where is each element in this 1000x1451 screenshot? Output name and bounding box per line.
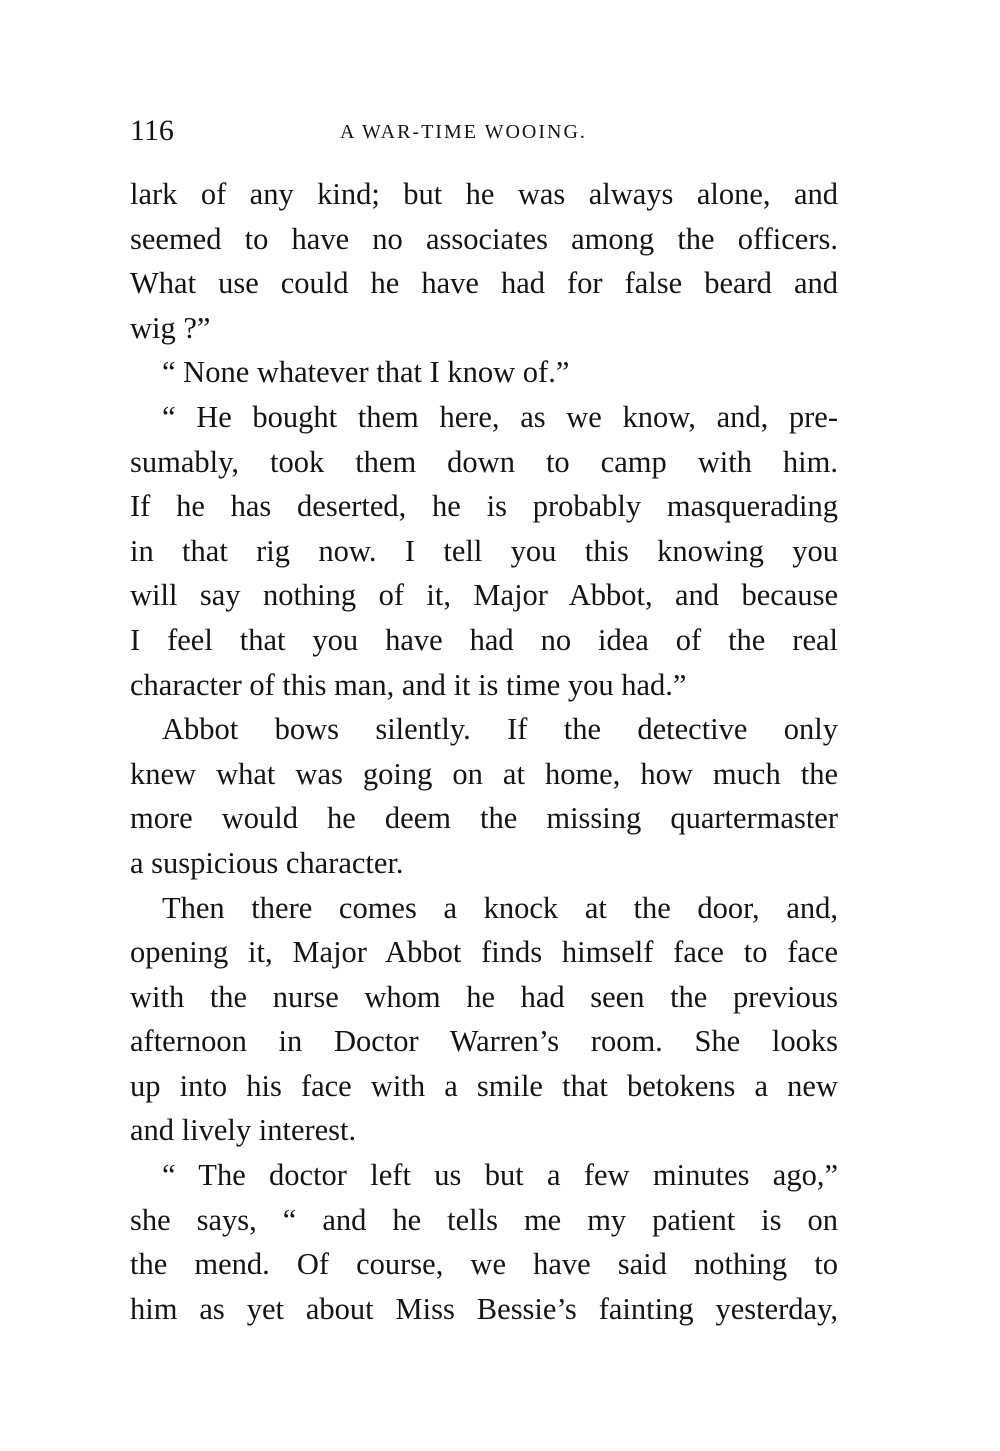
text-line: sumably, took them down to camp with him. bbox=[130, 444, 838, 479]
text-line: “ He bought them here, as we know, and, pre- bbox=[162, 399, 838, 434]
text-line: she says, “ and he tells me my patient is on bbox=[130, 1202, 838, 1237]
text-line: will say nothing of it, Major Abbot, and because bbox=[130, 578, 838, 613]
text-line: If he has deserted, he is probably masquerading bbox=[130, 489, 838, 524]
text-line: Then there comes a knock at the door, and, bbox=[162, 890, 838, 925]
text-line: up into his face with a smile that betokens a new bbox=[130, 1068, 838, 1103]
text-line: and lively interest. bbox=[130, 1113, 357, 1148]
text-line: character of this man, and it is time you had.” bbox=[130, 667, 687, 702]
running-title: A WAR-TIME WOOING. bbox=[340, 121, 587, 143]
body-text bbox=[130, 172, 838, 1331]
running-head bbox=[130, 113, 840, 153]
text-line: Abbot bows silently. If the detective only bbox=[162, 712, 838, 747]
text-line: a suspicious character. bbox=[130, 845, 404, 880]
text-line: “ None whatever that I know of.” bbox=[162, 355, 570, 390]
text-line: What use could he have had for false beard and bbox=[130, 266, 838, 301]
text-line: afternoon in Doctor Warren’s room. She looks bbox=[130, 1024, 838, 1059]
text-line: lark of any kind; but he was always alone, and bbox=[130, 177, 838, 211]
text-line: the mend. Of course, we have said nothing to bbox=[130, 1247, 838, 1282]
text-line: with the nurse whom he had seen the previous bbox=[130, 979, 838, 1014]
text-line: wig ?” bbox=[130, 310, 211, 345]
text-line: in that rig now. I tell you this knowing you bbox=[130, 533, 838, 568]
page-number: 116 bbox=[130, 114, 174, 147]
text-line: knew what was going on at home, how much the bbox=[130, 756, 838, 791]
text-line: more would he deem the missing quartermaster bbox=[130, 801, 838, 836]
text-line: I feel that you have had no idea of the real bbox=[130, 622, 838, 657]
text-line: opening it, Major Abbot finds himself face to face bbox=[130, 935, 838, 970]
text-line: “ The doctor left us but a few minutes ago,” bbox=[162, 1158, 838, 1193]
text-line: him as yet about Miss Bessie’s fainting yesterday, bbox=[130, 1291, 838, 1326]
text-line: seemed to have no associates among the officers. bbox=[130, 221, 838, 256]
